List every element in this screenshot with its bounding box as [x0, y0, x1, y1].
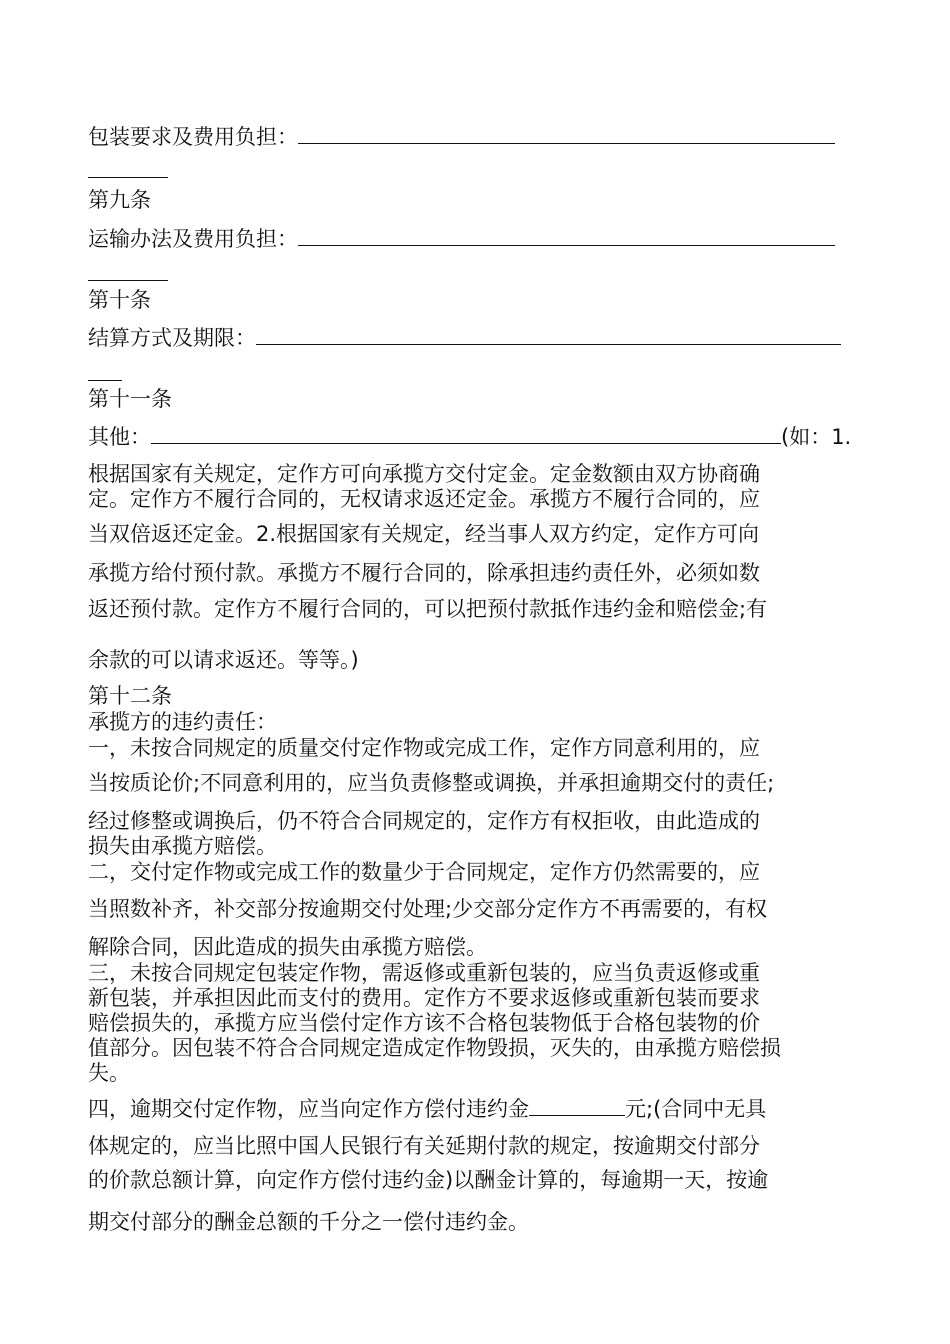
article-11-title: 第十一条	[88, 387, 172, 411]
item-2-line: 二，交付定作物或完成工作的数量少于合同规定，定作方仍然需要的，应	[88, 860, 760, 884]
other-line	[88, 424, 851, 450]
transport-label: 运输办法及费用负担：	[88, 227, 298, 251]
item-2-line: 当照数补齐，补交部分按逾期交付处理;少交部分定作方不再需要的，有权	[88, 897, 768, 921]
item-3-line: 三，未按合同规定包装定作物，需返修或重新包装的，应当负责返修或重	[88, 961, 760, 985]
article-9-title: 第九条	[88, 188, 151, 212]
other-text-line: 当双倍返还定金。2.根据国家有关规定，经当事人双方约定，定作方可向	[88, 522, 760, 546]
transport-blank	[298, 227, 835, 246]
transport-line	[88, 226, 835, 252]
other-blank	[151, 425, 781, 444]
item-4-line: 的价款总额计算，向定作方偿付违约金)以酬金计算的，每逾期一天，按逾	[88, 1168, 769, 1192]
article-10-title: 第十条	[88, 288, 151, 312]
other-text-line: 余款的可以请求返还。等等。)	[88, 648, 359, 672]
other-label: 其他：	[88, 425, 151, 449]
packaging-line	[88, 124, 835, 150]
item-2-line: 解除合同，因此造成的损失由承揽方赔偿。	[88, 935, 487, 959]
item-1-line: 损失由承揽方赔偿。	[88, 834, 277, 858]
item-3-line: 失。	[88, 1061, 130, 1085]
item-4-line: 体规定的，应当比照中国人民银行有关延期付款的规定，按逾期交付部分	[88, 1134, 760, 1158]
item-4-line: 期交付部分的酬金总额的千分之一偿付违约金。	[88, 1210, 529, 1234]
article-12-title: 第十二条	[88, 684, 172, 708]
other-text-line: 根据国家有关规定，定作方可向承揽方交付定金。定金数额由双方协商确	[88, 462, 760, 486]
penalty-amount-blank	[529, 1097, 625, 1116]
item-3-line: 新包装，并承担因此而支付的费用。定作方不要求返修或重新包装而要求	[88, 986, 760, 1010]
item-1-line: 一，未按合同规定的质量交付定作物或完成工作，定作方同意利用的，应	[88, 736, 760, 760]
other-note-start: (如：1.	[781, 425, 852, 449]
settlement-label: 结算方式及期限：	[88, 326, 256, 350]
liability-title: 承揽方的违约责任：	[88, 710, 277, 734]
item-3-line: 值部分。因包装不符合合同规定造成定作物毁损，灭失的，由承揽方赔偿损	[88, 1036, 781, 1060]
packaging-blank	[298, 125, 835, 144]
item-4-first-line	[88, 1096, 766, 1122]
packaging-blank-continuation	[88, 177, 168, 178]
settlement-blank	[256, 326, 841, 345]
transport-blank-continuation	[88, 280, 168, 281]
item-3-line: 赔偿损失的，承揽方应当偿付定作方该不合格包装物低于合格包装物的价	[88, 1011, 760, 1035]
settlement-line	[88, 325, 841, 351]
item-4-after: 元;(合同中无具	[625, 1097, 767, 1121]
other-text-line: 返还预付款。定作方不履行合同的，可以把预付款抵作违约金和赔偿金;有	[88, 597, 768, 621]
item-1-line: 经过修整或调换后，仍不符合合同规定的，定作方有权拒收，由此造成的	[88, 809, 760, 833]
item-1-line: 当按质论价;不同意利用的，应当负责修整或调换，并承担逾期交付的责任;	[88, 771, 775, 795]
settlement-blank-continuation	[88, 380, 122, 381]
packaging-label: 包装要求及费用负担：	[88, 125, 298, 149]
other-text-line: 定。定作方不履行合同的，无权请求返还定金。承揽方不履行合同的，应	[88, 487, 760, 511]
other-text-line: 承揽方给付预付款。承揽方不履行合同的，除承担违约责任外，必须如数	[88, 561, 760, 585]
item-4-start: 四，逾期交付定作物，应当向定作方偿付违约金	[88, 1097, 529, 1121]
